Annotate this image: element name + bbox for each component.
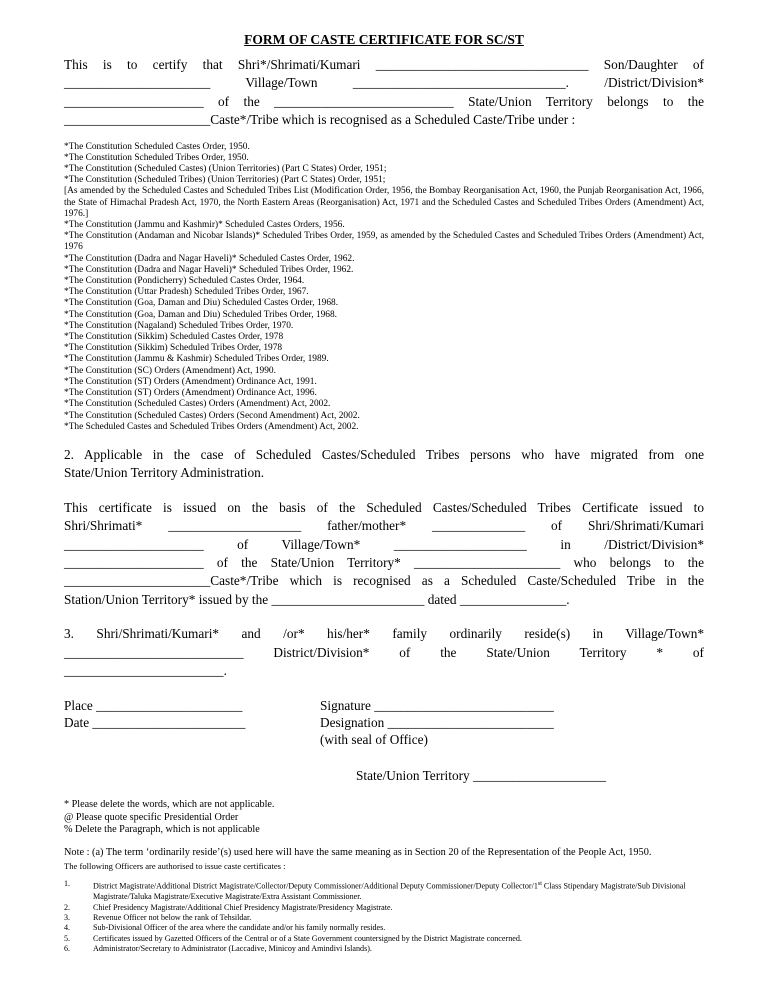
- basis-line: Station/Union Territory* issued by the _______________________ dated ________________.: [64, 591, 570, 607]
- orders-list: [64, 142, 704, 433]
- officer-text-part: Class Stipendary Magistrate/Sub Divisional Magistrate/Taluka Magistrate/Executive Magistrate/Extra Assistant Commissioner.: [93, 882, 686, 902]
- basis-line: _____________________ of the State/Union Territory* ______________________ who belongs to the: [64, 554, 704, 570]
- officer-number: 2.: [64, 902, 71, 912]
- section-3-line: 3. Shri/Shrimati/Kumari* and /or* his/her* family ordinarily reside(s) in Village/Town*: [64, 626, 704, 642]
- section-3-line: ___________________________ District/Division* of the State/Union Territory * of: [64, 644, 704, 660]
- place-field: Place ______________________: [64, 698, 243, 714]
- order-item: *The Constitution (Jammu & Kashmir) Scheduled Tribes Order, 1989.: [64, 354, 329, 365]
- seal-note: (with seal of Office): [320, 732, 428, 748]
- officer-item: [64, 923, 704, 933]
- footnote: @ Please quote specific Presidential Order: [64, 811, 239, 823]
- basis-line: This certificate is issued on the basis of the Scheduled Castes/Scheduled Tribes Certificate issued to: [64, 499, 704, 515]
- officer-text: Sub-Divisional Officer of the area where the candidate and/or his family normally resides.: [93, 923, 386, 933]
- order-item: *The Constitution (ST) Orders (Amendment) Ordinance Act, 1996.: [64, 388, 317, 399]
- order-item: *The Constitution (Scheduled Castes) (Union Territories) (Part C States) Order, 1951;: [64, 164, 387, 175]
- section-2-line: State/Union Territory Administration.: [64, 465, 265, 481]
- order-item: *The Constitution (Sikkim) Scheduled Tribes Order, 1978: [64, 343, 283, 354]
- officer-text: Chief Presidency Magistrate/Additional Chief Presidency Magistrate/Presidency Magistrate.: [93, 902, 393, 912]
- order-item: *The Constitution (Goa, Daman and Diu) Scheduled Tribes Order, 1968.: [64, 309, 338, 320]
- officer-item: [64, 934, 704, 944]
- officer-text: Administrator/Secretary to Administrator (Laccadive, Minicoy and Amindivi Islands).: [93, 943, 372, 953]
- date-field: Date _______________________: [64, 715, 246, 731]
- order-item: *The Constitution (Jammu and Kashmir)* Scheduled Castes Orders, 1956.: [64, 220, 345, 231]
- order-item: *The Constitution (Sikkim) Scheduled Castes Order, 1978: [64, 332, 284, 343]
- order-item: *The Scheduled Castes and Scheduled Tribes Orders (Amendment) Act, 2002.: [64, 421, 359, 432]
- officer-number: 1.: [64, 879, 71, 889]
- footnotes: [64, 799, 704, 836]
- signature-block: [64, 697, 704, 748]
- officer-number: 3.: [64, 912, 71, 922]
- order-item: *The Constitution (Pondicherry) Scheduled Castes Order, 1964.: [64, 276, 305, 287]
- footnote: % Delete the Paragraph, which is not applicable: [64, 823, 260, 835]
- officers-heading: The following Officers are authorised to issue caste certificates :: [64, 861, 286, 872]
- officer-text: Certificates issued by Gazetted Officers of the Central or of a State Government countersigned by the District Magistrate concerned.: [93, 933, 522, 943]
- place-date: [64, 697, 320, 748]
- order-item: *The Constitution (Nagaland) Scheduled Tribes Order, 1970.: [64, 320, 294, 331]
- basis-line: Shri/Shrimati* ____________________ father/mother* ______________ of Shri/Shrimati/Kumari: [64, 518, 704, 534]
- basis-line: _____________________ of Village/Town* ____________________ in /District/Division*: [64, 536, 704, 552]
- officer-item: [64, 913, 704, 923]
- basis-line: ______________________Caste*/Tribe which is recognised as a Scheduled Caste/Scheduled Tribe in the: [64, 573, 704, 589]
- intro-line: ______________________Caste*/Tribe which is recognised as a Scheduled Caste/Tribe under :: [64, 112, 576, 128]
- section-2: [64, 446, 704, 483]
- officer-number: 5.: [64, 933, 71, 943]
- officer-text-part: District Magistrate/Additional District Magistrate/Collector/Deputy Commissioner/Additional Deputy Commissioner/Deputy Collector/1: [93, 882, 538, 892]
- order-item: *The Constitution (SC) Orders (Amendment) Act, 1990.: [64, 365, 276, 376]
- footnote: * Please delete the words, which are not applicable.: [64, 799, 275, 811]
- order-item: *The Constitution (Uttar Pradesh) Scheduled Tribes Order, 1967.: [64, 287, 309, 298]
- designation-field: Designation _________________________: [320, 715, 554, 731]
- document-title: FORM OF CASTE CERTIFICATE FOR SC/ST: [244, 32, 524, 47]
- section-basis: [64, 499, 704, 609]
- order-item: *The Constitution (Scheduled Tribes) (Union Territories) (Part C States) Order, 1951;: [64, 175, 386, 186]
- section-2-line: 2. Applicable in the case of Scheduled Castes/Scheduled Tribes persons who have migrated from one: [64, 446, 704, 462]
- order-item: *The Constitution (Andaman and Nicobar Islands)* Scheduled Tribes Order, 1959, as amended by the Scheduled Castes and Scheduled Tribes Orders (Amendment) Act, 1976: [64, 231, 704, 253]
- intro-line: This is to certify that Shri*/Shrimati/Kumari ________________________________ Son/Daughter of: [64, 57, 704, 72]
- order-item: [As amended by the Scheduled Castes and Scheduled Tribes List (Modification Order, 1956, the Bombay Reorganisation Act, 1960, the Punjab Reorganisation Act, 1966, the State of Himachal Pradesh Act, 1970, the North Eastern Areas (Reorganisation) Act, 1971 and the Scheduled Castes and Scheduled Tribes Orders (Amendment) Act, 1976.]: [64, 186, 704, 219]
- intro-paragraph: [64, 56, 704, 130]
- territory-field: State/Union Territory ____________________: [356, 768, 606, 784]
- order-item: *The Constitution (Scheduled Castes) Orders (Amendment) Act, 2002.: [64, 399, 331, 410]
- order-item: *The Constitution (Dadra and Nagar Haveli)* Scheduled Castes Order, 1962.: [64, 253, 355, 264]
- officer-item: [64, 879, 704, 902]
- order-item: *The Constitution (Dadra and Nagar Haveli)* Scheduled Tribes Order, 1962.: [64, 264, 354, 275]
- signatory: [320, 697, 704, 748]
- order-item: *The Constitution (Goa, Daman and Diu) Scheduled Castes Order, 1968.: [64, 298, 339, 309]
- order-item: *The Constitution Scheduled Castes Order, 1950.: [64, 141, 250, 152]
- order-item: *The Constitution (ST) Orders (Amendment) Ordinance Act, 1991.: [64, 376, 317, 387]
- section-3: [64, 625, 704, 680]
- officer-text: Revenue Officer not below the rank of Tehsildar.: [93, 912, 252, 922]
- officer-item: [64, 903, 704, 913]
- note-paragraph: Note : (a) The term ‘ordinarily reside’(s) used here will have the same meaning as in Section 20 of the Representation of the People Act, 1950.: [64, 846, 652, 858]
- officer-text: [93, 879, 704, 902]
- order-item: *The Constitution Scheduled Tribes Order, 1950.: [64, 152, 249, 163]
- section-3-line: ________________________.: [64, 662, 227, 678]
- officer-number: 4.: [64, 923, 71, 933]
- intro-line: _____________________ of the ___________________________ State/Union Territory belongs to the: [64, 93, 704, 109]
- intro-line: ______________________ Village/Town ________________________________. /District/Division*: [64, 75, 704, 91]
- officer-item: [64, 944, 704, 954]
- order-item: *The Constitution (Scheduled Castes) Orders (Second Amendment) Act, 2002.: [64, 410, 360, 421]
- signature-field: Signature ___________________________: [320, 698, 554, 714]
- ordinal-suffix: st: [537, 881, 542, 888]
- officers-list: [64, 879, 704, 954]
- officer-number: 6.: [64, 943, 71, 953]
